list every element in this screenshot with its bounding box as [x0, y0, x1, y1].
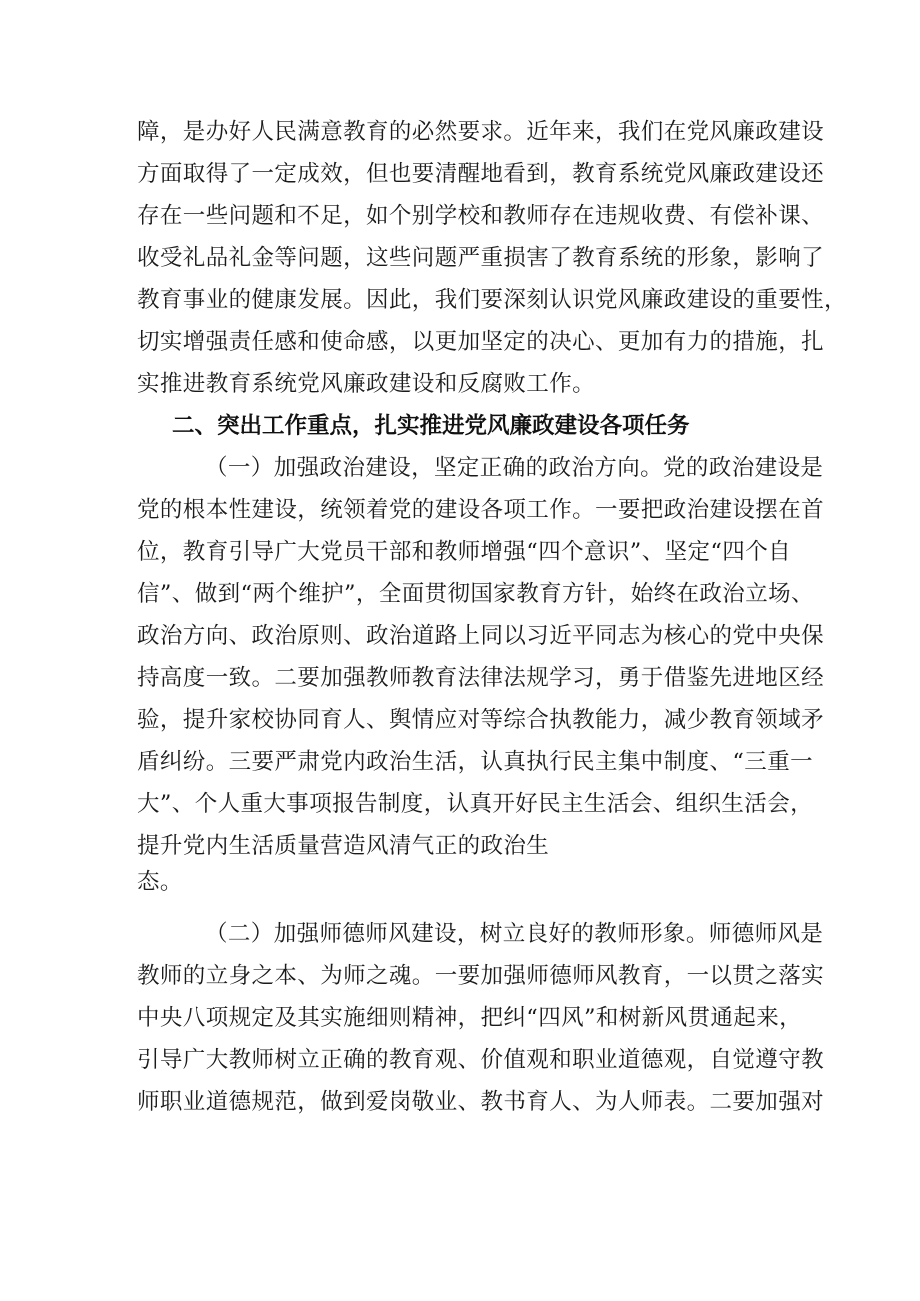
paragraph-2-line: 信”、做到“两个维护”，全面贯彻国家教育方针，始终在政治立场、 — [137, 581, 814, 607]
paragraph-2-line: （一）加强政治建设，坚定正确的政治方向。党的政治建设是 — [205, 455, 824, 481]
paragraph-2-line: 盾纠纷。三要严肃党内政治生活，认真执行民主集中制度、“三重一 — [137, 749, 814, 775]
paragraph-1-line: 收受礼品礼金等问题，这些问题严重损害了教育系统的形象，影响了 — [137, 245, 825, 271]
section-heading: 二、突出工作重点，扎实推进党风廉政建设各项任务 — [172, 413, 690, 439]
paragraph-2-line: 政治方向、政治原则、政治道路上同以习近平同志为核心的党中央保 — [137, 623, 825, 649]
paragraph-1-line: 障，是办好人民满意教育的必然要求。近年来，我们在党风廉政建设 — [137, 119, 825, 145]
paragraph-3-line: （二）加强师德师风建设，树立良好的教师形象。师德师风是 — [205, 921, 824, 947]
paragraph-3-line: 引导广大教师树立正确的教育观、价值观和职业道德观，自觉遵守教 — [137, 1047, 825, 1073]
paragraph-3-line: 师职业道德规范，做到爱岗敬业、教书育人、为人师表。二要加强对 — [137, 1089, 825, 1115]
paragraph-1-line: 实推进教育系统党风廉政建设和反腐败工作。 — [137, 371, 596, 397]
paragraph-1-line: 存在一些问题和不足，如个别学校和教师存在违规收费、有偿补课、 — [137, 203, 825, 229]
paragraph-1-line: 方面取得了一定成效，但也要清醒地看到，教育系统党风廉政建设还 — [137, 161, 825, 187]
paragraph-2-line: 党的根本性建设，统领着党的建设各项工作。一要把政治建设摆在首 — [137, 497, 825, 523]
paragraph-2-line: 位，教育引导广大党员干部和教师增强“四个意识”、坚定“四个自 — [137, 539, 792, 565]
paragraph-1-line: 教育事业的健康发展。因此，我们要深刻认识党风廉政建设的重要性， — [137, 287, 847, 313]
paragraph-2-line: 态。 — [137, 869, 183, 895]
paragraph-2-line: 持高度一致。二要加强教师教育法律法规学习，勇于借鉴先进地区经 — [137, 665, 825, 691]
paragraph-3-line: 中央八项规定及其实施细则精神，把纠“四风”和树新风贯通起来， — [137, 1005, 803, 1031]
paragraph-2-line: 验，提升家校协同育人、舆情应对等综合执教能力，减少教育领域矛 — [137, 707, 825, 733]
paragraph-3-line: 教师的立身之本、为师之魂。一要加强师德师风教育，一以贯之落实 — [137, 963, 825, 989]
paragraph-2-line: 大”、个人重大事项报告制度，认真开好民主生活会、组织生活会， — [137, 791, 814, 817]
paragraph-2-line: 提升党内生活质量营造风清气正的政治生 — [137, 833, 550, 859]
paragraph-1-line: 切实增强责任感和使命感，以更加坚定的决心、更加有力的措施，扎 — [137, 329, 825, 355]
